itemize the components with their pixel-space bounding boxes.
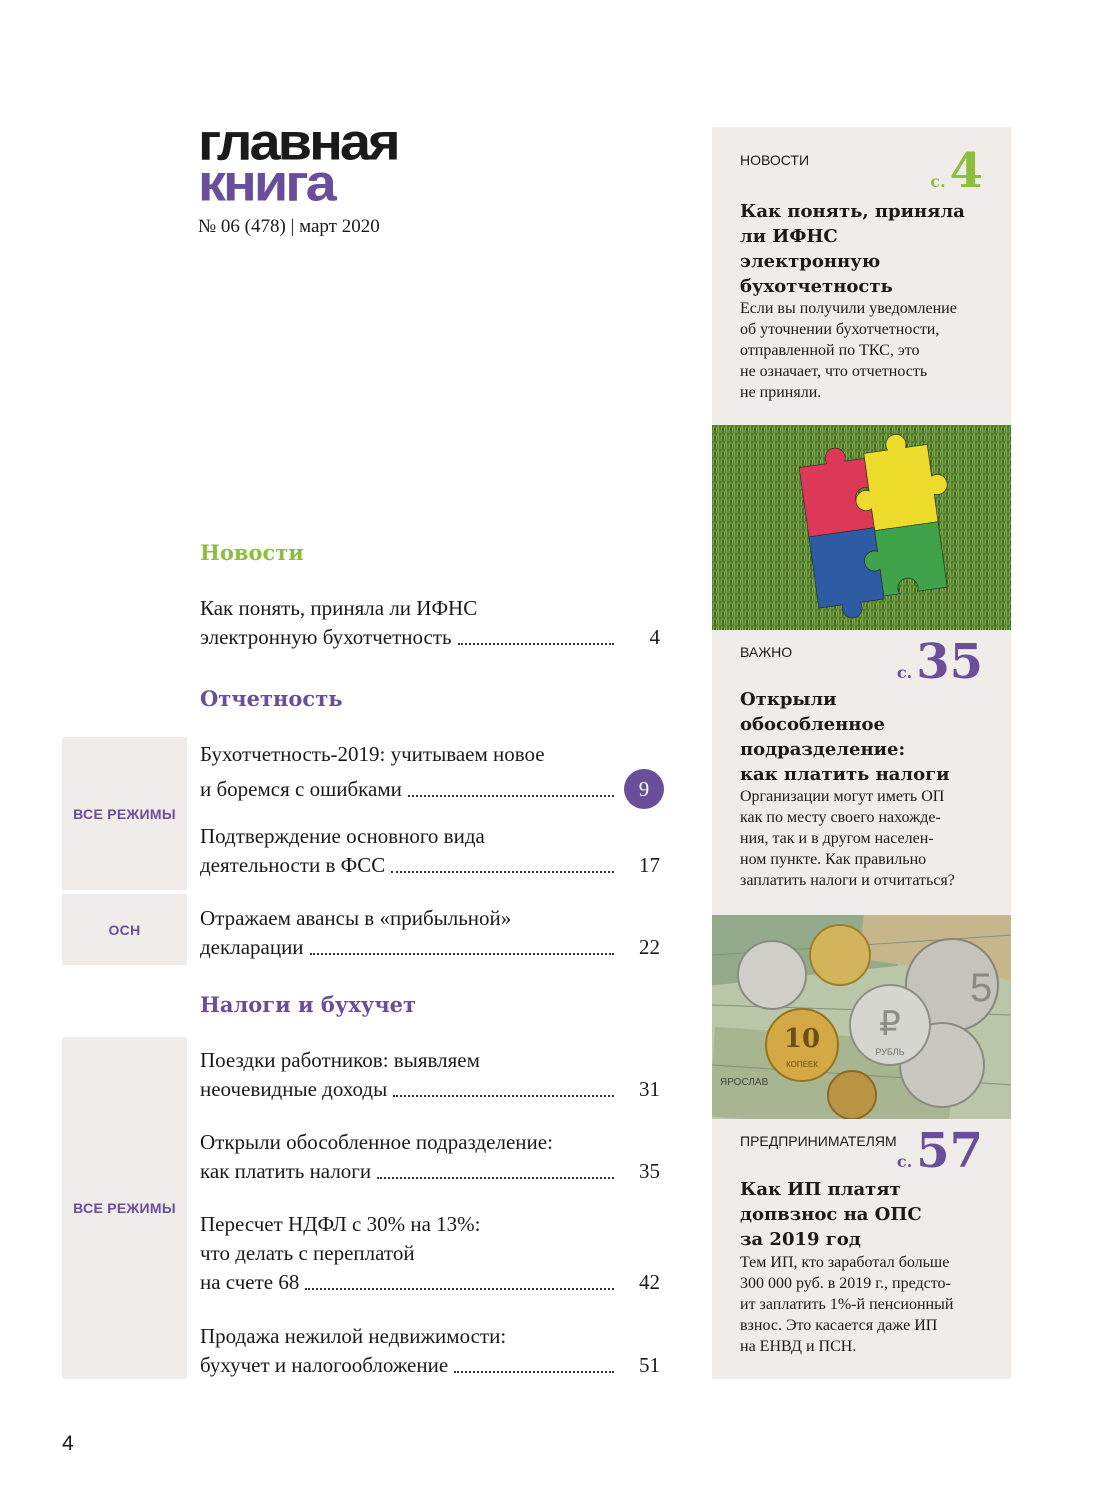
leader-dots — [393, 1095, 614, 1097]
toc-entry-title: на счете 68 — [200, 1270, 300, 1294]
puzzle-on-grass-image — [712, 425, 1011, 630]
card-title-line: Как ИП платят — [740, 1179, 901, 1200]
regime-tag-osn — [62, 894, 187, 965]
logo-line-2: книга — [198, 153, 334, 212]
card-description — [740, 786, 990, 891]
card-description — [740, 1252, 990, 1357]
card-description-line: на ЕНВД и ПСН. — [740, 1338, 857, 1355]
card-title-line: бухотчетность — [740, 276, 893, 297]
card-title — [740, 1177, 990, 1252]
card-category: НОВОСТИ — [740, 152, 810, 168]
card-title — [740, 687, 990, 787]
card-description-line: ном пункте. Как правильно — [740, 851, 927, 868]
feature-card-entrepreneurs[interactable] — [712, 1119, 1011, 1379]
toc-entry-title: и боремся с ошибками — [200, 776, 402, 801]
card-title-line: Открыли — [740, 689, 837, 710]
banknote-text: ЯРОСЛАВ — [720, 1077, 769, 1088]
toc-entry-title: электронную бухотчетность — [200, 625, 452, 649]
card-title — [740, 199, 990, 299]
issue-info — [198, 216, 380, 238]
card-page-ref — [930, 143, 983, 199]
toc-entry-title: декларации — [200, 935, 304, 959]
toc-entry-title: неочевидные доходы — [200, 1077, 388, 1101]
section-heading-reporting: Отчетность — [200, 686, 343, 711]
toc-entry[interactable] — [200, 1322, 660, 1380]
toc-page-number: 4 — [649, 625, 660, 649]
card-description-line: Организации могут иметь ОП — [740, 788, 945, 805]
leader-dots — [305, 1288, 614, 1290]
toc-page-badge: 9 — [624, 769, 664, 809]
card-description-line: как по месту своего нахожде- — [740, 809, 941, 826]
card-page-ref — [896, 634, 983, 690]
magazine-logo — [198, 112, 398, 212]
card-description-line: не приняли. — [740, 384, 822, 401]
toc-entry-title: Открыли обособленное подразделение: — [200, 1130, 553, 1154]
card-category: ВАЖНО — [740, 644, 793, 660]
coins-and-banknotes-image — [712, 915, 1011, 1119]
coin-text: 10 — [783, 1024, 821, 1054]
toc-entry-title: Как понять, приняла ли ИФНС — [200, 596, 478, 620]
card-description-line: отправленной по ТКС, это — [740, 342, 920, 359]
card-page-ref — [896, 1123, 983, 1179]
regime-tag-all-2 — [62, 1037, 187, 1379]
feature-card-important[interactable] — [712, 630, 1011, 915]
card-description-line: не означает, что отчетность — [740, 363, 928, 380]
toc-entry[interactable] — [200, 1210, 660, 1297]
toc-page-number: 42 — [639, 1270, 660, 1294]
card-description — [740, 298, 990, 403]
feature-card-news[interactable] — [712, 127, 1011, 425]
card-title-line: допвзнос на ОПС — [740, 1204, 922, 1225]
coin-text: ₽ — [879, 1004, 901, 1044]
card-description-line: ния, так и в другом населен- — [740, 830, 934, 847]
toc-page-number: 51 — [639, 1353, 660, 1377]
toc-page-number: 22 — [639, 935, 660, 959]
card-description-line: ит заплатить 1%-й пенсионный — [740, 1296, 954, 1313]
card-description-line: заплатить налоги и отчитаться? — [740, 872, 955, 889]
toc-page-number: 31 — [639, 1077, 660, 1101]
card-title-line: Как понять, приняла — [740, 201, 965, 222]
issue-separator: | — [290, 216, 295, 237]
toc-entry[interactable] — [200, 1128, 660, 1186]
card-description-line: Тем ИП, кто заработал больше — [740, 1254, 950, 1271]
section-heading-news: Новости — [200, 540, 304, 565]
page-prefix: с. — [896, 663, 913, 682]
toc-entry[interactable] — [200, 740, 660, 804]
toc-entry[interactable] — [200, 594, 660, 652]
issue-date: март 2020 — [299, 216, 380, 237]
toc-entry-title: Пересчет НДФЛ с 30% на 13%: — [200, 1212, 481, 1236]
toc-entry-title: деятельности в ФСС — [200, 853, 386, 877]
toc-entry-title: Бухотчетность-2019: учитываем новое — [200, 742, 545, 766]
regime-tag-all-1 — [62, 737, 187, 890]
toc-entry-title: Продажа нежилой недвижимости: — [200, 1324, 507, 1348]
logo-line-1: главная — [198, 112, 398, 171]
leader-dots — [391, 871, 614, 873]
regime-tag-label: ВСЕ РЕЖИМЫ — [73, 1200, 176, 1216]
card-title-line: ли ИФНС — [740, 226, 838, 247]
toc-entry-title: Подтверждение основного вида — [200, 824, 485, 848]
toc-entry-title: Поездки работников: выявляем — [200, 1048, 480, 1072]
leader-dots — [408, 795, 614, 797]
section-heading-taxes: Налоги и бухучет — [200, 992, 417, 1017]
toc-entry-title: как платить налоги — [200, 1159, 372, 1183]
card-title-line: обособленное — [740, 714, 885, 735]
page-prefix: с. — [896, 1152, 913, 1171]
toc-entry-title: бухучет и налогообложение — [200, 1353, 449, 1377]
regime-tag-label: ВСЕ РЕЖИМЫ — [73, 805, 176, 822]
card-page-number: 57 — [916, 1123, 983, 1179]
card-title-line: электронную — [740, 251, 881, 272]
card-title-line: как платить налоги — [740, 764, 950, 785]
coin-text: РУБЛЬ — [875, 1047, 905, 1057]
leader-dots — [310, 953, 614, 955]
leader-dots — [458, 643, 614, 645]
toc-entry[interactable] — [200, 904, 660, 962]
leader-dots — [377, 1177, 614, 1179]
toc-entry[interactable] — [200, 1046, 660, 1104]
page-prefix: с. — [930, 172, 946, 191]
card-page-number: 35 — [916, 634, 983, 690]
card-category: ПРЕДПРИНИМАТЕЛЯМ — [740, 1133, 897, 1149]
toc-entry[interactable] — [200, 822, 660, 880]
card-description-line: об уточнении бухотчетности, — [740, 321, 940, 338]
sidebar-column — [712, 127, 1011, 1379]
card-title-line: подразделение: — [740, 739, 906, 760]
card-description-line: Если вы получили уведомление — [740, 300, 957, 317]
card-description-line: 300 000 руб. в 2019 г., предсто- — [740, 1275, 951, 1292]
coin-text: 5 — [970, 966, 993, 1010]
issue-number: № 06 (478) — [198, 216, 286, 237]
toc-entry-title: Отражаем авансы в «прибыльной» — [200, 906, 512, 930]
regime-tag-label: ОСН — [108, 921, 141, 938]
leader-dots — [454, 1371, 614, 1373]
toc-entry-title: что делать с переплатой — [200, 1241, 415, 1265]
toc-page-number: 35 — [639, 1159, 660, 1183]
card-description-line: взнос. Это касается даже ИП — [740, 1317, 938, 1334]
card-page-number: 4 — [949, 143, 983, 199]
card-title-line: за 2019 год — [740, 1229, 861, 1250]
coin-text: КОПЕЕК — [786, 1060, 818, 1069]
toc-page-number: 17 — [639, 853, 660, 877]
page-number: 4 — [62, 1432, 74, 1455]
